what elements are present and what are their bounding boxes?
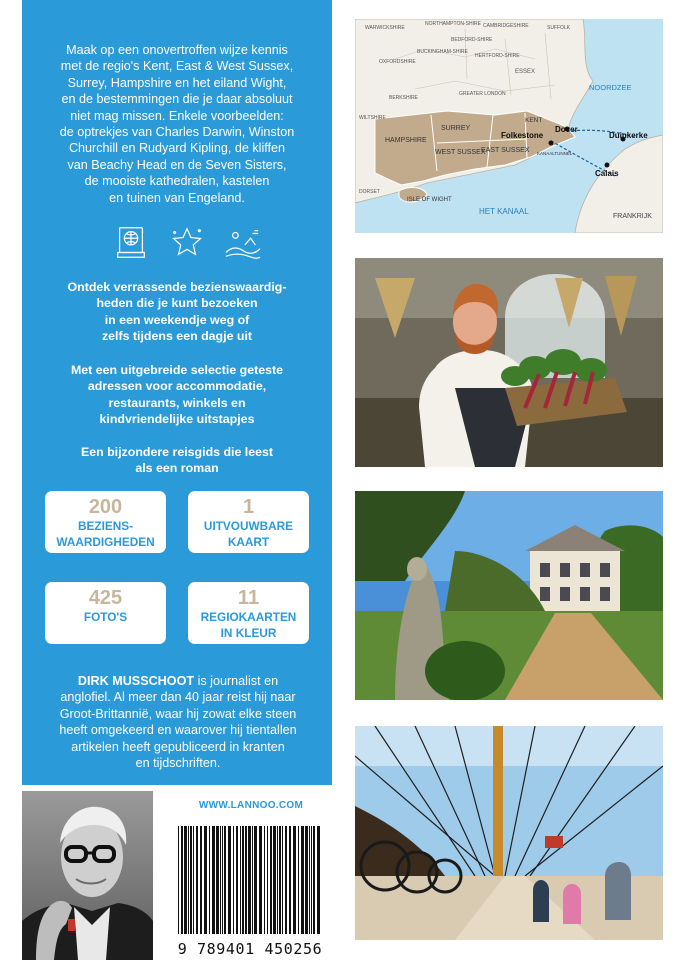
isbn-number: 9 789401 450256 bbox=[177, 940, 323, 958]
author-line: artikelen heeft gepubliceerd in kranten bbox=[71, 739, 285, 754]
author-portrait bbox=[22, 791, 153, 960]
barcode-bar bbox=[270, 826, 272, 934]
stat-region-maps bbox=[188, 582, 309, 644]
highlight-line: zelfs tijdens een dagje uit bbox=[101, 328, 253, 343]
star-icon bbox=[168, 224, 206, 262]
map-label: EAST SUSSEX bbox=[481, 147, 530, 154]
feature-icons bbox=[112, 222, 262, 264]
stat-label: UITVOUWBARE bbox=[203, 519, 294, 533]
garden-photo bbox=[355, 491, 663, 700]
stat-map bbox=[188, 491, 309, 553]
map-label: FRANKRIJK bbox=[613, 213, 652, 220]
map-label: ESSEX bbox=[515, 69, 536, 75]
barcode-bar bbox=[196, 826, 198, 934]
barcode-bar bbox=[282, 826, 283, 934]
region-map bbox=[355, 19, 663, 233]
barcode-bar bbox=[228, 826, 231, 934]
map-label: SURREY bbox=[441, 125, 471, 132]
barcode-bar bbox=[184, 826, 187, 934]
stat-number: 200 bbox=[88, 496, 123, 518]
map-label: CAMBRIDGESHIRE bbox=[483, 23, 529, 29]
map-label: HET KANAAL bbox=[479, 207, 529, 216]
map-label: BEDFORD-SHIRE bbox=[451, 37, 493, 43]
map-label: BERKSHIRE bbox=[389, 95, 418, 101]
barcode-bar bbox=[311, 826, 312, 934]
author-line: anglofiel. Al meer dan 40 jaar reist hij naar bbox=[60, 690, 296, 705]
barcode-bar bbox=[259, 826, 262, 934]
landscape-icon bbox=[224, 224, 262, 262]
highlight-line: Met een uitgebreide selectie geteste bbox=[70, 363, 284, 377]
author-name: DIRK MUSSCHOOT bbox=[77, 674, 195, 688]
barcode-bar bbox=[309, 826, 310, 934]
barcode-bar bbox=[245, 826, 247, 934]
barcode-bar bbox=[204, 826, 207, 934]
highlight-line: Een bijzondere reisgids die leest bbox=[80, 445, 274, 459]
highlight-line: in een weekendje weg of bbox=[104, 312, 250, 327]
map-label: WILTSHIRE bbox=[359, 115, 386, 121]
intro-text bbox=[32, 42, 322, 206]
barcode-bar bbox=[285, 826, 287, 934]
map-label: KENT bbox=[525, 117, 543, 124]
map-label: BUCKINGHAM-SHIRE bbox=[417, 49, 468, 55]
barcode-bar bbox=[289, 826, 291, 934]
barcode-bar bbox=[305, 826, 308, 934]
highlight-line: restaurants, winkels en bbox=[108, 395, 246, 410]
barcode-bar bbox=[267, 826, 268, 934]
barcode-bar bbox=[301, 826, 304, 934]
map-label: WARWICKSHIRE bbox=[365, 25, 405, 31]
barcode-bar bbox=[242, 826, 244, 934]
map-label: WEST SUSSEX bbox=[435, 149, 486, 156]
barcode-bar bbox=[293, 826, 296, 934]
highlight-line: heden die je kunt bezoeken bbox=[96, 296, 258, 311]
stat-sights bbox=[45, 491, 166, 553]
map-label: Folkestone bbox=[501, 131, 544, 140]
barcode-bar bbox=[190, 826, 192, 934]
map-label: SUFFOLK bbox=[547, 25, 571, 31]
stat-photos bbox=[45, 582, 166, 644]
map-label: GREATER LONDON bbox=[459, 91, 506, 97]
ship-deck-photo bbox=[355, 726, 663, 940]
highlight-sights bbox=[32, 279, 322, 344]
barcode-bar bbox=[220, 826, 221, 934]
barcode-bar bbox=[212, 826, 215, 934]
intro-line: Surrey, Hampshire en het eiland Wight, bbox=[67, 75, 287, 90]
stat-number: 11 bbox=[237, 587, 260, 609]
barcode-bar bbox=[273, 826, 276, 934]
highlight-novel bbox=[32, 444, 322, 477]
author-line-rest: is journalist en bbox=[194, 674, 279, 688]
map-label: NOORDZEE bbox=[589, 83, 632, 92]
highlight-line: adressen voor accommodatie, bbox=[87, 379, 267, 394]
map-label: ISLE OF WIGHT bbox=[407, 197, 452, 203]
blue-info-panel bbox=[22, 0, 332, 785]
map-label: DORSET bbox=[359, 189, 380, 195]
barcode-bar bbox=[279, 826, 281, 934]
barcode-bar bbox=[178, 826, 179, 934]
stat-label: REGIOKAARTEN bbox=[200, 610, 297, 624]
intro-line: en tuinen van Engeland. bbox=[109, 190, 245, 205]
stat-label: BEZIENS- bbox=[77, 519, 134, 533]
barcode-bar bbox=[216, 826, 219, 934]
map-label: NORTHAMPTON-SHIRE bbox=[425, 21, 481, 27]
author-line: Groot-Brittannië, waar hij zowat elke steen bbox=[59, 706, 297, 721]
barcode-bar bbox=[233, 826, 234, 934]
author-line bbox=[38, 673, 318, 689]
map-label: OXFORDSHIRE bbox=[379, 59, 416, 65]
globe-monument-icon bbox=[112, 224, 150, 262]
intro-line: met de regio's Kent, East & West Sussex, bbox=[60, 59, 294, 74]
author-line: heeft omgekeerd en waarover hij tientallen bbox=[59, 723, 297, 738]
highlight-line: kindvriendelijke uitstapjes bbox=[99, 411, 255, 426]
barcode-bar bbox=[224, 826, 226, 934]
stat-label: WAARDIGHEDEN bbox=[56, 535, 155, 549]
barcode-bar bbox=[193, 826, 194, 934]
barcode-bar bbox=[254, 826, 257, 934]
highlight-addresses bbox=[32, 362, 322, 427]
stat-label: KAART bbox=[227, 535, 270, 549]
intro-line: en de bestemmingen die je daar absoluut bbox=[61, 92, 293, 107]
map-label: Dover bbox=[555, 125, 578, 134]
barcode-bar bbox=[264, 826, 265, 934]
barcode-bars bbox=[170, 822, 330, 938]
barcode-bar bbox=[298, 826, 299, 934]
intro-line: Maak op een onovertroffen wijze kennis bbox=[66, 43, 288, 57]
highlight-line: als een roman bbox=[135, 461, 219, 476]
map-label: Calais bbox=[595, 169, 619, 178]
stat-number: 1 bbox=[242, 496, 255, 518]
map-label: Duinkerke bbox=[609, 131, 648, 140]
barcode-bar bbox=[313, 826, 315, 934]
publisher-website[interactable]: WWW.LANNOO.COM bbox=[198, 800, 304, 811]
stat-label: FOTO'S bbox=[83, 610, 128, 624]
map-labels bbox=[355, 19, 663, 233]
author-line: en tijdschriften. bbox=[135, 756, 221, 771]
highlight-line: Ontdek verrassende bezienswaardig- bbox=[67, 280, 287, 294]
barcode-bar bbox=[277, 826, 278, 934]
barcode-bar bbox=[248, 826, 251, 934]
barcode-bar bbox=[200, 826, 202, 934]
stat-number: 425 bbox=[88, 587, 123, 609]
barcode-bar bbox=[317, 826, 320, 934]
author-bio bbox=[38, 673, 318, 771]
intro-line: niet mag missen. Enkele voorbeelden: bbox=[70, 108, 284, 123]
chef-photo bbox=[355, 258, 663, 467]
intro-line: de mooiste kathedralen, kastelen bbox=[84, 174, 270, 189]
intro-line: van Beachy Head en de Seven Sisters, bbox=[67, 157, 287, 172]
barcode-bar bbox=[240, 826, 241, 934]
barcode-bar bbox=[222, 826, 223, 934]
intro-line: de optrekjes van Charles Darwin, Winston bbox=[59, 125, 295, 140]
map-label: HERTFORD-SHIRE bbox=[475, 53, 520, 59]
barcode-bar bbox=[209, 826, 210, 934]
barcode-bar bbox=[188, 826, 189, 934]
barcode-bar bbox=[181, 826, 183, 934]
barcode-bar bbox=[252, 826, 253, 934]
intro-line: Churchill en Rudyard Kipling, de kliffen bbox=[68, 141, 286, 156]
map-label: KANAALTUNNEL bbox=[537, 151, 573, 156]
isbn-barcode bbox=[170, 822, 330, 960]
stat-label: IN KLEUR bbox=[220, 626, 277, 640]
barcode-bar bbox=[236, 826, 238, 934]
map-label: HAMPSHIRE bbox=[385, 137, 427, 144]
